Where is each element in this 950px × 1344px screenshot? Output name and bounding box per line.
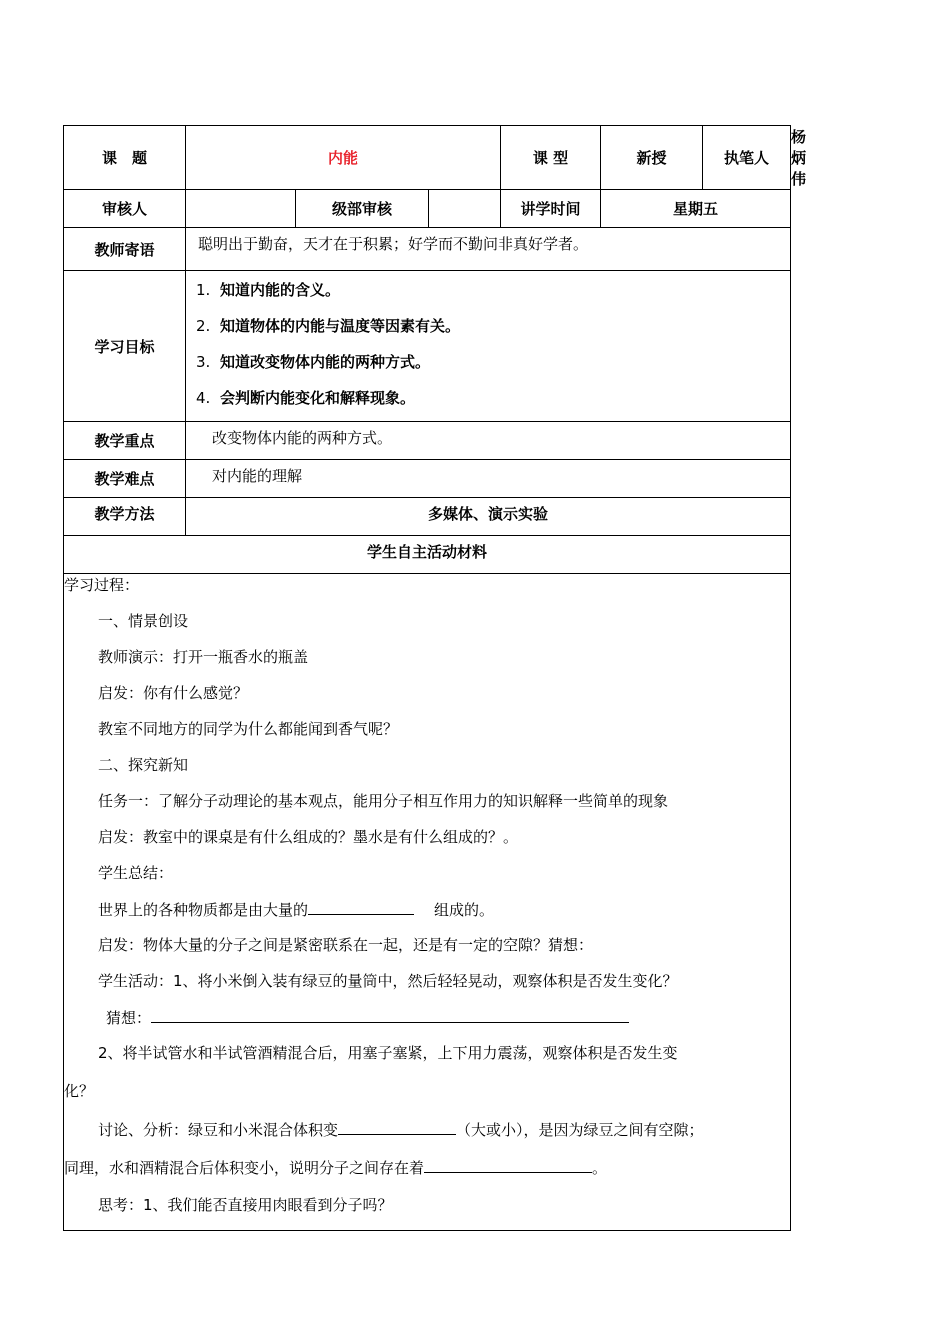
reviewer-value xyxy=(186,190,296,228)
difficulty-text: 对内能的理解 xyxy=(186,460,791,498)
row-process xyxy=(64,574,791,1231)
motto-text: 聪明出于勤奋，天才在于积累；好学而不勤问非真好学者。 xyxy=(186,228,791,271)
goal-item: 2. 知道物体的内能与温度等因素有关。 xyxy=(196,317,461,335)
process-cell xyxy=(64,574,791,1231)
activity-text-cont: 化？ xyxy=(64,1082,95,1100)
method-label: 教学方法 xyxy=(64,498,186,536)
difficulty-label: 教学难点 xyxy=(64,460,186,498)
row-section-title xyxy=(64,536,791,574)
process-title: 学习过程： xyxy=(64,576,140,594)
row-review xyxy=(64,190,791,228)
row-motto xyxy=(64,228,791,271)
goal-item: 3. 知道改变物体内能的两种方式。 xyxy=(196,353,431,371)
activity-text: 2、将半试管水和半试管酒精混合后，用塞子塞紧，上下用力震荡，观察体积是否发生变 xyxy=(98,1044,678,1062)
dept-review-value xyxy=(429,190,501,228)
goal-item: 4. 会判断内能变化和解释现象。 xyxy=(196,389,416,407)
summary-label: 学生总结： xyxy=(98,864,174,882)
goals-label: 学习目标 xyxy=(64,271,186,422)
author-label: 执笔人 xyxy=(703,126,791,190)
fill-blank[interactable] xyxy=(424,1156,592,1173)
question-text: 启发：你有什么感觉？ xyxy=(98,684,249,702)
key-point-label: 教学重点 xyxy=(64,422,186,460)
dept-review-label: 级部审核 xyxy=(296,190,429,228)
topic-value: 内能 xyxy=(186,126,501,190)
key-point-text: 改变物体内能的两种方式。 xyxy=(186,422,791,460)
topic-label: 课 题 xyxy=(64,126,186,190)
guess-line: 猜想： xyxy=(64,1006,790,1042)
lesson-plan-table xyxy=(63,125,807,1231)
goal-item: 1. 知道内能的含义。 xyxy=(196,281,341,299)
row-goals xyxy=(64,271,791,422)
time-label: 讲学时间 xyxy=(501,190,601,228)
question-text: 启发：物体大量的分子之间是紧密联系在一起，还是有一定的空隙？猜想： xyxy=(98,936,594,954)
question-text: 教室不同地方的同学为什么都能闻到香气呢？ xyxy=(98,720,399,738)
activity-text: 学生活动：1、将小米倒入装有绿豆的量筒中，然后轻轻晃动，观察体积是否发生变化？ xyxy=(98,972,678,990)
row-method xyxy=(64,498,791,536)
think-text: 思考：1、我们能否直接用肉眼看到分子吗？ xyxy=(98,1196,393,1214)
section-title: 学生自主活动材料 xyxy=(64,536,791,574)
reviewer-label: 审核人 xyxy=(64,190,186,228)
fill-sentence: 世界上的各种物质都是由大量的 组成的。 xyxy=(64,898,790,934)
row-key-point xyxy=(64,422,791,460)
type-label: 课 型 xyxy=(501,126,601,190)
section-heading: 一、情景创设 xyxy=(98,612,189,630)
method-text: 多媒体、演示实验 xyxy=(186,498,791,536)
section-heading: 二、探究新知 xyxy=(98,756,189,774)
row-difficulty xyxy=(64,460,791,498)
fill-blank[interactable] xyxy=(338,1118,456,1135)
row-topic: 课 题 内能 课 型 新授 执笔人 杨炳伟 xyxy=(64,126,791,190)
same-reason-line: 同理，水和酒精混合后体积变小，说明分子之间存在着 。 xyxy=(64,1156,790,1194)
task-text: 任务一：了解分子动理论的基本观点，能用分子相互作用力的知识解释一些简单的现象 xyxy=(98,792,669,810)
demo-text: 教师演示：打开一瓶香水的瓶盖 xyxy=(98,648,309,666)
discussion-line: 讨论、分析：绿豆和小米混合体积变 （大或小），是因为绿豆之间有空隙； xyxy=(64,1118,790,1156)
fill-blank[interactable] xyxy=(308,898,414,915)
question-text: 启发：教室中的课桌是有什么组成的？墨水是有什么组成的？。 xyxy=(98,828,519,846)
time-value: 星期五 xyxy=(601,190,791,228)
fill-blank[interactable] xyxy=(151,1006,629,1023)
goals-cell xyxy=(186,271,791,422)
motto-label: 教师寄语 xyxy=(64,228,186,271)
type-value: 新授 xyxy=(601,126,703,190)
